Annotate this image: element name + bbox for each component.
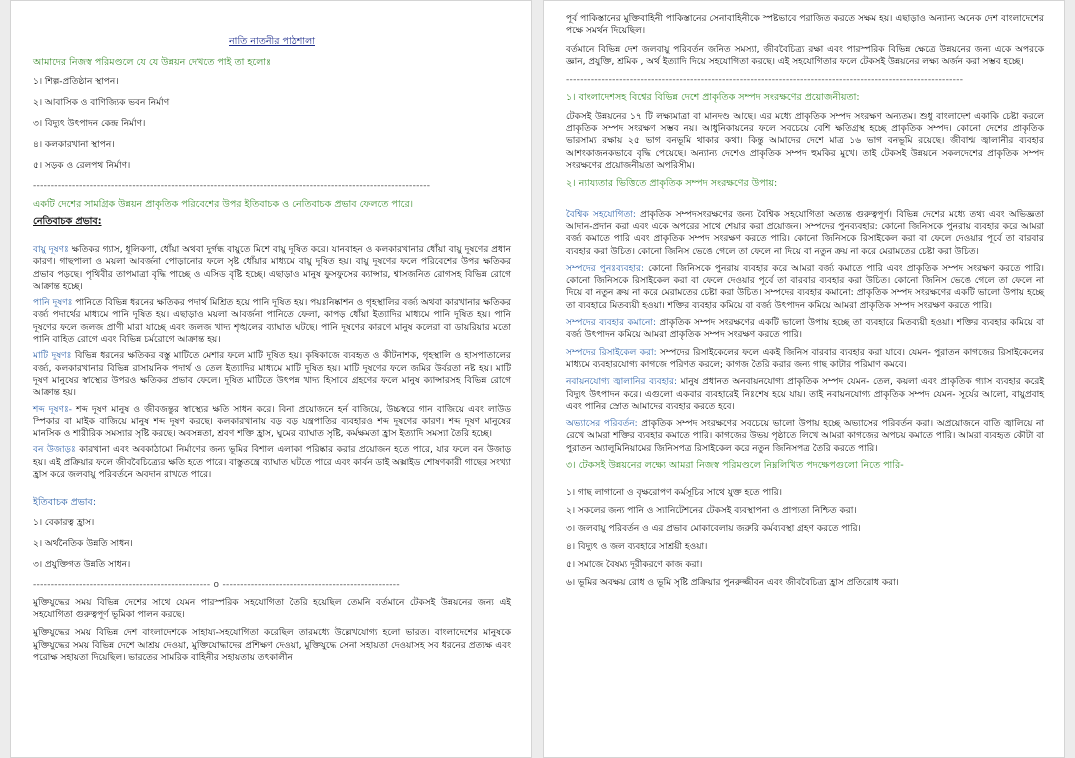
- section-heading: ২। ন্যায্যতার ভিত্তিতে প্রাকৃতিক সম্পদ সংরক্ষণের উপায়:: [566, 178, 778, 190]
- negative-label: মাটি দূষণঃ: [33, 351, 72, 362]
- page-title: নাতি নাতনীর পাঠশালা: [229, 36, 315, 47]
- negative-heading: নেতিবাচক প্রভাব:: [33, 216, 102, 227]
- way-item: বৈশ্বিক সহযোগিতা: প্রাকৃতিক সম্পদসংরক্ষণের জন্য বৈশ্বিক সহযোগিতা অত্যন্ত গুরুত্বপূর্ণ। বিভিন্ন দেশের মধ্যে তথ্য এবং অভিজ্ঞতা আদান-প্রদান করা এবং একে অপরের সাথে শেয়ার করা প্রয়োজন। সম্পদের পুনব্যবহার: কোনো জিনিসকে পুনরায় ব্যবহার করে আমরা বর্জ্য কমাতে পারি এবং প্রাকৃতিক সম্পদ সংরক্ষণ করতে পারি। কোনো জিনিসকে রিসাইকেল করা বা ফেলে দেওয়ার পূর্বে তা বারবার ব্যবহার করা উচিত। কোনো জিনিস ভেঙে গেলে তা ফেলে না দিয়ে বা নতুন ক্রয় না করে মেরামতের চেষ্টা করা উচিত।: [566, 209, 1044, 257]
- way-item: সম্পদের ব্যবহার কমানো: প্রাকৃতিক সম্পদ সংরক্ষণের একটি ভালো উপায় হচ্ছে তা ব্যবহারে মিতব্যয়ী হওয়া। শক্তির ব্যবহার কমিয়ে বা বর্জ্য উৎপাদন কমিয়ে আমরা প্রাকৃতিক সম্পদ সংরক্ষণ করতে পারি।: [566, 318, 1044, 341]
- negative-item: শব্দ দূষণঃ- শব্দ দূষণ মানুষ ও জীবজন্তুর স্বাস্থ্যের ক্ষতি সাধন করে। বিনা প্রয়োজনে হর্ন বাজিয়ে, উচ্চস্বরে গান বাজিয়ে এবং লাউড স্পিকার বা মাইক বাজিয়ে মানুষ শব্দ দূষণ করছে। কলকারখানায় বড় বড় যন্ত্রপাতির ব্যবহারও শব্দ দূষণের কারণ। শব্দ দূষণ মানুষের মানসিক ও শারীরিক সমস্যার সৃষ্টি করছে। অবসন্নতা, শ্রবণ শক্তি হ্রাস, ঘুমের ব্যাঘাত সৃষ্টি, কর্মক্ষমতা হ্রাস ইত্যাদি সমস্যা তৈরি হচ্ছে।: [33, 404, 511, 440]
- step-item: ৬। ভূমির অবক্ষয় রোধ ও ভূমি সৃষ্টি প্রক্রিয়ার পুনরুজ্জীবন এবং জীববৈচিত্র্য হ্রাস প্রতিরোধ করা।: [566, 577, 899, 588]
- step-item: ৪। বিদ্যুৎ ও জল ব্যবহারে সাশ্রয়ী হওয়া।: [566, 541, 708, 552]
- way-label: সম্পদের রিসাইকেল করা:: [566, 347, 657, 358]
- positive-heading: ইতিবাচক প্রভাব:: [33, 497, 97, 509]
- step-item: ৫। সমাজে বৈষম্য দূরীকরণে কাজ করা।: [566, 559, 703, 570]
- negative-label: পানি দূষণঃ: [33, 298, 73, 309]
- negative-item: বন উজাড়ঃ কারখানা এবং অবকাঠামো নির্মাণের জন্য ভূমির বিশাল এলাকা পরিষ্কার করার প্রয়োজন হতে পারে, যার ফলে বন উজাড় হয়। এই প্রক্রিয়ার ফলে জীববৈচিত্র্যের ক্ষতি হতে পারে। বাস্তুতন্ত্রে ব্যাঘাত ঘটতে পারে এবং কার্বন ডাই অক্সাইড শোষণকারী গাছের সংখ্যা হ্রাস করে জলবায়ু পরিবর্তনে অবদান রাখতে পারে।: [33, 445, 511, 481]
- negative-item: মাটি দূষণঃ বিভিন্ন ধরনের ক্ষতিকর বস্তু মাটিতে মেশার ফলে মাটি দূষিত হয়। কৃষিকাজে ব্যবহৃত ও কীটনাশক, গৃহস্থালি ও হাসপাতালের বর্জ্য, কলকারখানার বিভিন্ন রাসায়নিক পদার্থ ও তেল ইত্যাদির মাধ্যমে মাটি দূষিত হয়। মাটি দূষণের ফলে জমির উর্বরতা নষ্ট হয়। মাটি দূষণ মানুষের স্বাস্থ্যের উপরও ক্ষতিকর প্রভাব ফেলে। দূষিত মাটিতে উৎপন্ন খাদ্য হিসাবে গ্রহণের ফলে মানুষ ক্যান্সারসহ বিভিন্ন রোগে আক্রান্ত হয়।: [33, 351, 511, 399]
- document-page-left: [10, 0, 532, 758]
- negative-item: বায়ু দূষণঃ ক্ষতিকর গ্যাস, ধূলিকণা, ধোঁয়া অথবা দুর্গন্ধ বায়ুতে মিশে বায়ু দূষিত করে। যানবাহন ও কলকারখানার ধোঁয়া বায়ু দূষণের প্রধান কারণ। গাছপালা ও ময়লা আবর্জনা পোড়ানোর ফলে সৃষ্ট ধোঁয়ার মাধ্যমে বায়ু দূষিত হয়। বায়ু দূষণের ফলে পরিবেশের উপর ক্ষতিকর প্রভাব পড়ছে। পৃথিবীর তাপমাত্রা বৃদ্ধি পাচ্ছে ও এসিড বৃষ্টি হচ্ছে। এছাড়াও মানুষ ফুসফুসের ক্যান্সার, শ্বাসজনিত রোগসহ বিভিন্ন রোগে আক্রান্ত হচ্ছে।: [33, 245, 511, 292]
- dev-list-item: ৪। কলকারখানা স্থাপন।: [33, 140, 115, 150]
- intro-heading: আমাদের নিজস্ব পরিমণ্ডলে যে যে উন্নয়ন দেখতে পাই তা হলোঃ: [33, 57, 272, 68]
- document-page-right: [543, 0, 1065, 758]
- dev-list-item: ৩। বিদ্যুৎ উৎপাদন কেন্দ্র নির্মাণ।: [33, 119, 146, 129]
- war-paragraph: মুক্তিযুদ্ধের সময় বিভিন্ন দেশের সাথে যেমন পারস্পরিক সহযোগিতা তৈরি হয়েছিল তেমনি বর্তমানে টেকসই উন্নয়নের জন্য এই সহযোগিতা গুরুত্বপূর্ণ ভূমিকা পালন করছে।: [33, 597, 511, 621]
- war-paragraph: মুক্তিযুদ্ধের সময় বিভিন্ন দেশ বাংলাদেশকে সাহায্য-সহযোগিতা করেছিল তারমধ্যে উল্লেখযোগ্য হলো ভারত। বাংলাদেশের মানুষকে মুক্তিযুদ্ধের সময় বিভিন্ন দেশে আশ্রয় দেওয়া, মুক্তিযোদ্ধাদের প্রশিক্ষণ দেওয়া, মুক্তিযুদ্ধে সেনা সহায়তা দেওয়াসহ সব ধরনের প্রত্যক্ষ এবং পরোক্ষ সহায়তা দিয়েছিল। ভারতের সামরিক বাহিনীর সহায়তায় তৎকালীন: [33, 628, 511, 664]
- positive-item: ২। অর্থনৈতিক উন্নতি সাধন।: [33, 538, 133, 549]
- step-item: ৩। জলবায়ু পরিবর্তন ও এর প্রভাব মোকাবেলায় জরুরি কর্মব্যবস্থা গ্রহণ করতে পারি।: [566, 523, 861, 534]
- way-label: নবায়নযোগ্য জ্বালানির ব্যবহার:: [566, 377, 678, 388]
- separator: -------------------------------------------------- o --------------------------------------------------: [33, 579, 400, 590]
- negative-label: শব্দ দূষণঃ-: [33, 404, 72, 415]
- way-label: বৈশ্বিক সহযোগিতা:: [566, 209, 636, 220]
- positive-item: ৩। প্রযুক্তিগত উন্নতি সাধন।: [33, 559, 131, 570]
- way-item: সম্পদের পুনঃব্যবহার: কোনো জিনিসকে পুনরায় ব্যবহার করে আমরা বর্জ্য কমাতে পারি এবং প্রাকৃতিক সম্পদ সংরক্ষণ করতে পারি। কোনো জিনিসকে রিসাইকেল করা বা ফেলে দেওয়ার পূর্বে তা বারবার ব্যবহার করা উচিত। কোনো জিনিস ভেঙে গেলে তা ফেলে না দিয়ে বা নতুন ক্রয় না করে মেরামতের চেষ্টা করা উচিত। সম্পদের ব্যবহার কমানো: প্রাকৃতিক সম্পদ সংরক্ষণের একটি ভালো উপায় হচ্ছে তা ব্যবহারে মিতব্যয়ী হওয়া। শক্তির ব্যবহার কমিয়ে বা বর্জ্য উৎপাদন কমিয়ে আমরা প্রাকৃতিক সম্পদ সংরক্ষণ করতে পারি।: [566, 263, 1045, 311]
- climate-paragraph: বর্তমানে বিভিন্ন দেশ জলবায়ু পরিবর্তন জনিত সমস্যা, জীববৈচিত্র্য রক্ষা এবং পারস্পরিক বিভিন্ন ক্ষেত্রে উন্নয়নের জন্য একে অপরকে জ্ঞান, প্রযুক্তি, শ্রমিক , অর্থ ইত্যাদি দিয়ে সহযোগিতা করছে। এই সহযোগিতার ফলে টেকসই উন্নয়নের লক্ষ্য অর্জন করা সম্ভব হচ্ছে।: [566, 44, 1044, 67]
- page-content: [33, 35, 511, 664]
- dev-list-item: ১। শিল্প-প্রতিষ্ঠান স্থাপন।: [33, 77, 119, 87]
- page-content: [566, 13, 1044, 589]
- section-heading: ৩। টেকসই উন্নয়নের লক্ষ্যে আমরা নিজস্ব পরিমণ্ডলে নিম্নলিখিত পদক্ষেপগুলো নিতে পারি-: [566, 460, 904, 472]
- step-item: ১। গাছ লাগানো ও বৃক্ষরোপণ কর্মসূচির সাথে যুক্ত হতে পারি।: [566, 487, 782, 498]
- step-item: ২। সকলের জন্য পানি ও স্যানিটেশনের টেকসই ব্যবস্থাপনা ও প্রাপ্যতা নিশ্চিত করা।: [566, 505, 857, 516]
- way-item: নবায়নযোগ্য জ্বালানির ব্যবহার: মানুষ প্রধানত অনবায়নযোগ্য প্রাকৃতিক সম্পদ যেমন- তেল, কয়লা এবং প্রাকৃতিক গ্যাস ব্যবহার করেই বিদ্যুৎ উৎপাদন করে। এগুলো একবার ব্যবহারেই নিঃশেষ হয়ে যায়। তাই নবায়নযোগ্য প্রাকৃতিক সম্পদ যেমন- সূর্যের আলো, বায়ুপ্রবাহ এবং পানির স্রোত আমাদের ব্যবহার করতে হবে।: [566, 377, 1044, 412]
- separator: ----------------------------------------------------------------------------------------------------------------: [33, 181, 431, 191]
- way-item: অভ্যাসের পরিবর্তন: প্রাকৃতিক সম্পদ সংরক্ষণের সবচেয়ে ভালো উপায় হচ্ছে অভ্যাসের পরিবর্তন করা। অপ্রয়োজনে বাতি জ্বালিয়ে না রেখে আমরা শক্তির ব্যবহার কমাতে পারি। কাগজের উভয় পৃষ্ঠাতে লিখে আমরা কাগজের অপচয় কমাতে পারি। আমরা ব্যবহৃত কৌটা বা পুরাতন অ্যালুমিনিয়ামের জিনিসপত্র রিসাইকেল করে নতুন জিনিসপত্র তৈরি করতে পারি।: [566, 419, 1044, 454]
- way-label: সম্পদের পুনঃব্যবহার:: [566, 263, 644, 274]
- separator: ----------------------------------------------------------------------------------------------------------------: [566, 75, 964, 86]
- negative-label: বন উজাড়ঃ: [33, 445, 76, 456]
- section-heading: ১। বাংলাদেশসহ বিশ্বের বিভিন্ন দেশে প্রাকৃতিক সম্পদ সংরক্ষণের প্রয়োজনীয়তা:: [566, 92, 860, 104]
- negative-label: বায়ু দূষণঃ: [33, 245, 69, 255]
- dev-list-item: ৫। সড়ক ও রেলপথ নির্মাণ।: [33, 161, 131, 171]
- dev-list-item: ২। আবাসিক ও বাণিজ্যিক ভবন নির্মাণ: [33, 98, 170, 108]
- way-label: সম্পদের ব্যবহার কমানো:: [566, 318, 657, 329]
- impact-statement: একটি দেশের সামগ্রিক উন্নয়ন প্রাকৃতিক পরিবেশের উপর ইতিবাচক ও নেতিবাচক প্রভাব ফেলতে পারে।: [33, 199, 414, 210]
- continued-paragraph: পূর্ব পাকিস্তানের মুক্তিবাহিনী পাকিস্তানের সেনাবাহিনীকে স্পষ্টভাবে পরাজিত করতে সক্ষম হয়। এছাড়াও অন্যান্য অনেক দেশ বাংলাদেশের পক্ষে সমর্থন দিয়েছিল।: [566, 14, 1044, 37]
- way-item: সম্পদের রিসাইকেল করা: সম্পদের রিসাইকেলের ফলে একই জিনিস বারবার ব্যবহার করা যাবে। যেমন- পুরাতন কাগজের রিসাইকেলের মাধ্যমে ব্যবহারযোগ্য কাগজে পরিণত করলে; কাগজ তৈরি করার জন্য গাছ কাটার পরিমাণ কমবে।: [566, 347, 1044, 370]
- positive-item: ১। বেকারত্ব হ্রাস।: [33, 517, 95, 528]
- need-paragraph: টেকসই উন্নয়নের ১৭ টি লক্ষ্যমাত্রা বা মানদণ্ড আছে। এর মধ্যে প্রাকৃতিক সম্পদ সংরক্ষণ অন্যতম। শুধু বাংলাদেশ একাকি চেষ্টা করলে প্রাকৃতিক সম্পদ সংরক্ষণ সম্ভব নয়। আধুনিকায়নের ফলে সবচেয়ে বেশি ক্ষতিগ্রস্থ হচ্ছে প্রাকৃতিক সম্পদ। কোনো দেশের প্রাকৃতিক ভারসাম্য রক্ষায় ২৫ ভাগ বনভূমি থাকার কথা। কিন্তু আমাদের দেশে মাত্র ১৬ ভাগ বনভূমি রয়েছে। জীবাশ্ম জ্বালানীর ব্যবহার আশংকাজনকভাবে বৃদ্ধি পেয়েছে। অন্যান্য দেশেও প্রাকৃতিক সম্পদ হুমকির মুখে। তাই টেকসই উন্নয়নে সকলদেশের প্রাকৃতিক সম্পদ সংরক্ষণের প্রয়োজনীয়তা অপরিসীম।: [566, 111, 1044, 171]
- way-label: অভ্যাসের পরিবর্তন:: [566, 419, 638, 430]
- negative-item: পানি দূষণঃ পানিতে বিভিন্ন ধরনের ক্ষতিকর পদার্থ মিশ্রিত হয়ে পানি দূষিত হয়। পয়ঃনিষ্কাশন ও গৃহস্থালির বর্জ্য অথবা কারখানার ক্ষতিকর বর্জ্য পদার্থের মাধ্যমে পানি দূষিত হয়। এছাড়াও ময়লা আবর্জনা পানিতে ফেলা, কাপড় ধোঁয়া ইত্যাদির মাধ্যমে পানি দূষিত হয়। পানি দূষণের ফলে জলজ প্রাণী মারা যাচ্ছে এবং জলজ খাদ্য শৃঙ্খলের ব্যাঘাত ঘটছে। পানি দূষণের কারণে মানুষ কলেরা বা ডায়রিয়ার মতো পানি বাহিত রোগে এবং বিভিন্ন চর্মরোগে আক্রান্ত হয়।: [33, 298, 511, 346]
